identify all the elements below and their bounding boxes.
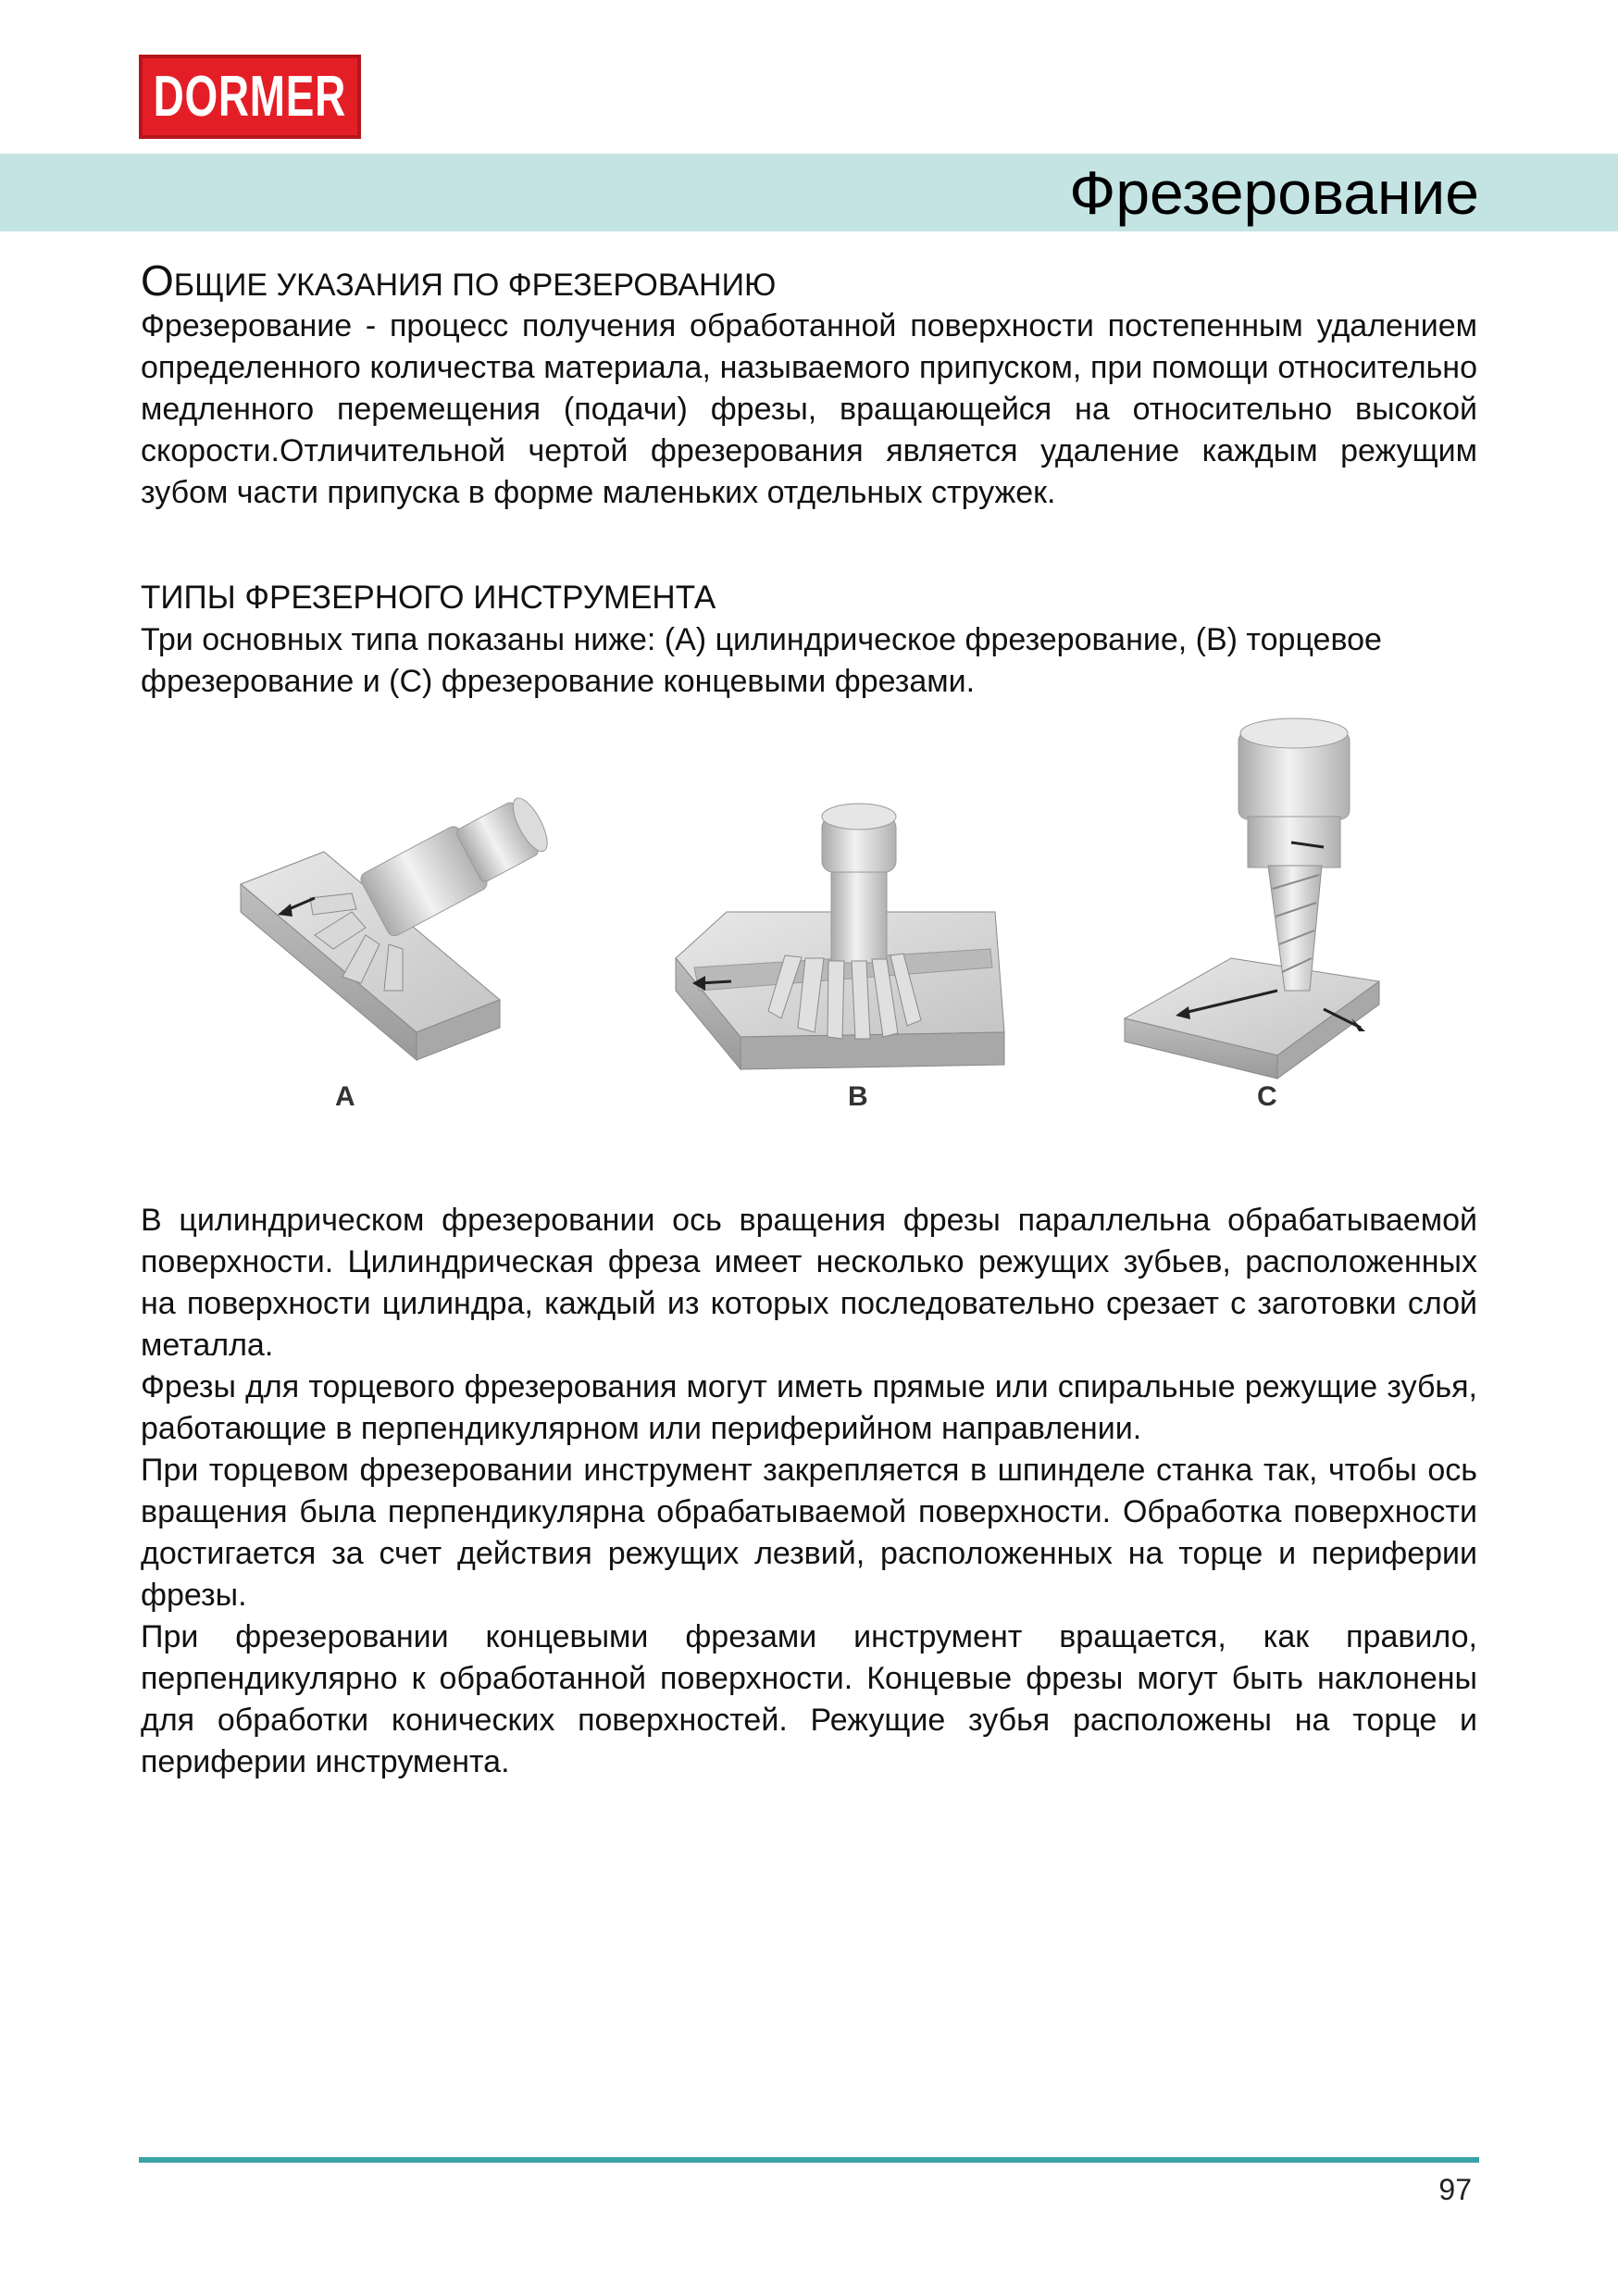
body-paragraph: В цилиндрическом фрезеровании ось вращения фрезы параллельна обрабатываемой поверхности. Цилиндрическая фреза имеет несколько режущих зубьев, расположенных на поверхности цилиндра, каждый из которых последовательно срезает с заготовки слой металла.	[141, 1203, 1477, 1363]
milling-illustration	[213, 713, 1444, 1139]
page-number: 97	[1438, 2173, 1472, 2206]
milling-types-figure	[213, 713, 1444, 1139]
body-paragraph: При торцевом фрезеровании инструмент закрепляется в шпинделе станка так, чтобы ось вращения была перпендикулярна обрабатываемой поверхности. Обработка поверхности достигается за счет действия режущих лезвий, расположенных на торце и периферии фрезы.	[141, 1453, 1477, 1613]
figure-label-a: A	[335, 1081, 355, 1112]
dormer-logo	[139, 55, 361, 139]
types-intro: Три основных типа показаны ниже: (А) цилиндрическое фрезерование, (В) торцевое фрезерование и (С) фрезерование концевыми фрезами.	[141, 622, 1382, 699]
figure-label-c: C	[1257, 1081, 1277, 1112]
page-title: Фрезерование	[1069, 158, 1479, 227]
body-paragraph: Фрезы для торцевого фрезерования могут иметь прямые или спиральные режущие зубья, работающие в перпендикулярном или периферийном направлении.	[141, 1369, 1477, 1446]
figure-b-face	[676, 804, 1004, 1069]
figure-a-cylindrical	[241, 789, 556, 1060]
body-paragraph: При фрезеровании концевыми фрезами инструмент вращается, как правило, перпендикулярно к обработанной поверхности. Концевые фрезы могут быть наклонены для обработки конических поверхностей. Режущие зубья расположены на торце и периферии инструмента.	[141, 1619, 1477, 1779]
section-heading-types: ТИПЫ ФРЕЗЕРНОГО ИНСТРУМЕНТА	[141, 580, 716, 616]
footer-divider	[139, 2157, 1479, 2163]
logo-text: DORMER	[153, 64, 347, 129]
body-text	[141, 1200, 1477, 1783]
intro-paragraph: Фрезерование - процесс получения обработанной поверхности постепенным удалением определенного количества материала, называемого припуском, при помощи относительно медленного перемещения (подачи) фрезы, вращающейся на относительно высокой скорости.Отличительной чертой фрезерования является удаление каждым режущим зубом части припуска в форме маленьких отдельных стружек.	[141, 308, 1477, 510]
section-types	[141, 577, 1477, 703]
section-general	[141, 256, 1477, 514]
figure-label-b: B	[848, 1081, 868, 1112]
figure-c-end	[1125, 718, 1379, 1079]
section-heading-general: ОБЩИЕ УКАЗАНИЯ ПО ФРЕЗЕРОВАНИЮ	[141, 256, 777, 305]
